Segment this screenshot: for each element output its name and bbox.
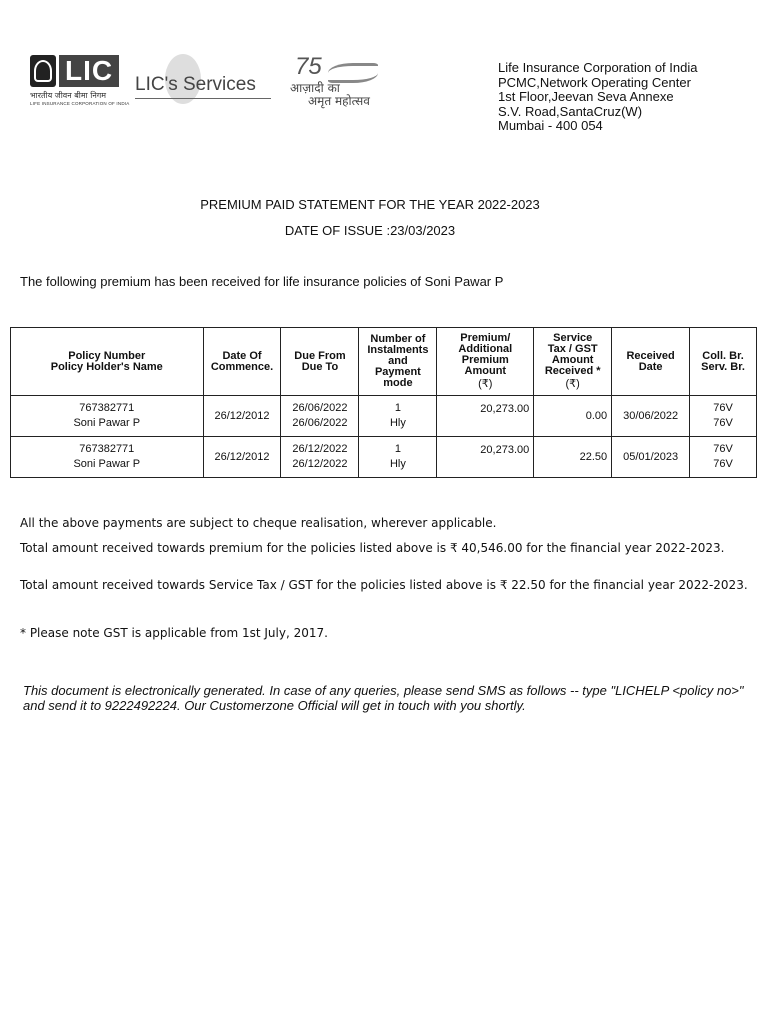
lic-eservices-logo xyxy=(135,52,275,107)
header-due: Due From Due To xyxy=(281,328,359,396)
azadi-amrit-mahotsav-logo xyxy=(290,55,390,110)
cell-commence: 26/12/2012 xyxy=(203,437,281,478)
azadi-75-number: 75 xyxy=(295,53,322,80)
address-line: Life Insurance Corporation of India xyxy=(498,60,698,75)
cell-policy: 767382771 Soni Pawar P xyxy=(11,396,204,437)
cell-branch: 76V 76V xyxy=(690,437,757,478)
header-received: Received Date xyxy=(612,328,690,396)
cell-received: 30/06/2022 xyxy=(612,396,690,437)
statement-intro: The following premium has been received for life insurance policies of Soni Pawar P xyxy=(20,274,504,289)
address-line: 1st Floor,Jeevan Seva Annexe xyxy=(498,89,674,104)
lic-logo xyxy=(30,55,130,106)
address-line: Mumbai - 400 054 xyxy=(498,118,603,133)
premium-table xyxy=(10,327,757,478)
header-tax: Service Tax / GST Amount Received * (₹) xyxy=(534,328,612,396)
cell-instalments: 1 Hly xyxy=(359,437,437,478)
cell-tax: 22.50 xyxy=(534,437,612,478)
gst-note: * Please note GST is applicable from 1st July, 2017. xyxy=(20,626,328,640)
eservices-underline xyxy=(135,98,271,99)
footer-disclaimer: This document is electronically generated. In case of any queries, please send SMS as follows -- type "LICHELP <policy no>" and send it to 9222492224. Our Customerzone Official will get in touch with you shortly. xyxy=(23,683,744,713)
table-row xyxy=(11,396,757,437)
lic-logo-english: LIFE INSURANCE CORPORATION OF INDIA xyxy=(30,101,130,106)
office-address xyxy=(498,61,697,134)
cell-tax: 0.00 xyxy=(534,396,612,437)
cell-due: 26/12/2022 26/12/2022 xyxy=(281,437,359,478)
cheque-note: All the above payments are subject to cheque realisation, wherever applicable. xyxy=(20,516,497,530)
total-premium-note: Total amount received towards premium for the policies listed above is ₹ 40,546.00 for the financial year 2022-2023. xyxy=(20,541,725,555)
cell-commence: 26/12/2012 xyxy=(203,396,281,437)
cell-policy: 767382771 Soni Pawar P xyxy=(11,437,204,478)
address-line: PCMC,Network Operating Center xyxy=(498,74,691,90)
header-premium: Premium/ Additional Premium Amount (₹) xyxy=(437,328,534,396)
eservices-logo-text: LIC's Services xyxy=(135,74,256,95)
header-branch: Coll. Br. Serv. Br. xyxy=(690,328,757,396)
azadi-line2: अमृत महोत्सव xyxy=(308,94,370,108)
cell-due: 26/06/2022 26/06/2022 xyxy=(281,396,359,437)
cell-branch: 76V 76V xyxy=(690,396,757,437)
header-instalments: Number of Instalments and Payment mode xyxy=(359,328,437,396)
azadi-line1: आज़ादी का xyxy=(290,81,340,95)
address-line: S.V. Road,SantaCruz(W) xyxy=(498,103,643,119)
cell-instalments: 1 Hly xyxy=(359,396,437,437)
cell-received: 05/01/2023 xyxy=(612,437,690,478)
cell-premium: 20,273.00 xyxy=(437,437,534,478)
table-row xyxy=(11,437,757,478)
lic-emblem-icon xyxy=(30,55,56,87)
header-policy: Policy Number Policy Holder's Name xyxy=(11,328,204,396)
table-header-row xyxy=(11,328,757,396)
total-tax-note: Total amount received towards Service Tax / GST for the policies listed above is ₹ 22.50 for the financial year 2022-2023. xyxy=(20,578,748,592)
header-commence: Date Of Commence. xyxy=(203,328,281,396)
statement-title: PREMIUM PAID STATEMENT FOR THE YEAR 2022-2023 xyxy=(200,197,540,212)
lic-logo-hindi: भारतीय जीवन बीमा निगम xyxy=(30,91,107,100)
lic-logo-word: LIC xyxy=(59,55,119,87)
cell-premium: 20,273.00 xyxy=(437,396,534,437)
issue-date: DATE OF ISSUE :23/03/2023 xyxy=(284,223,456,238)
